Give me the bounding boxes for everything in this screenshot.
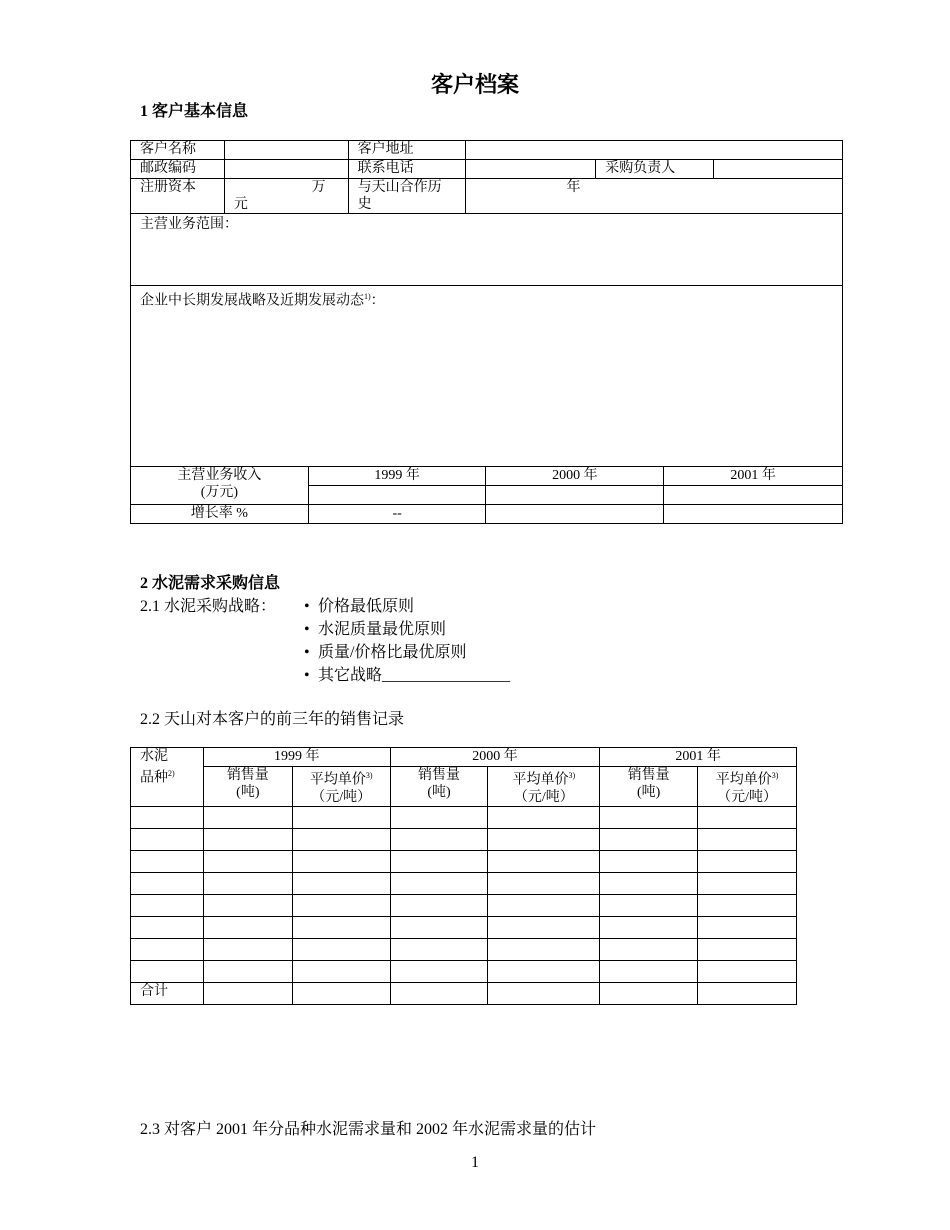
growth-1999-field[interactable]: -- — [308, 505, 486, 524]
qty-header: 销售量 (吨) — [203, 767, 292, 807]
strategy-option-3: • 质量/价格比最优原则 — [304, 644, 467, 661]
table-row — [131, 894, 797, 916]
purchase-strategy-label: 2.1 水泥采购战略： — [140, 598, 277, 615]
growth-2001-field[interactable] — [664, 505, 843, 524]
sales-year-1999: 1999 年 — [203, 748, 390, 767]
business-scope-field[interactable] — [131, 214, 843, 286]
bullet-icon: • — [304, 667, 310, 684]
customer-info-table — [130, 140, 843, 467]
revenue-label — [131, 467, 309, 505]
qty-header: 销售量 (吨) — [390, 767, 488, 807]
bullet-icon: • — [304, 598, 310, 615]
strategy-field[interactable] — [131, 286, 843, 467]
qty-header: 销售量 (吨) — [600, 767, 698, 807]
table-row — [131, 872, 797, 894]
capital-label: 注册资本 — [131, 179, 225, 214]
page-number: 1 — [471, 1154, 479, 1171]
strategy-option-1: • 价格最低原则 — [304, 598, 415, 615]
bullet-icon: • — [304, 621, 310, 638]
revenue-label-line1: 主营业务收入 — [177, 468, 262, 483]
variety-footnote: 2) — [168, 769, 175, 778]
capital-field[interactable] — [224, 179, 348, 214]
strategy-option-2: • 水泥质量最优原则 — [304, 621, 447, 638]
price-header: 平均单价$^{3)}$ （元/吨） — [292, 767, 390, 807]
total-label: 合计 — [131, 982, 204, 1004]
postcode-label: 邮政编码 — [131, 160, 225, 179]
phone-label: 联系电话 — [348, 160, 466, 179]
revenue-2000-field[interactable] — [486, 486, 664, 505]
variety-header-line1: 水泥 — [140, 749, 168, 764]
price-header: 平均单价$^{3)}$ （元/吨） — [488, 767, 600, 807]
revenue-1999-field[interactable] — [308, 486, 486, 505]
customer-name-label: 客户名称 — [131, 141, 225, 160]
estimate-heading: 2.3 对客户 2001 年分品种水泥需求量和 2002 年水泥需求量的估计 — [140, 1121, 597, 1138]
page-title: 客户档案 — [430, 73, 519, 98]
variety-header — [131, 748, 204, 807]
history-label — [348, 179, 466, 214]
strategy-footnote: 1) — [364, 292, 371, 301]
capital-unit-wan: 万 — [311, 180, 326, 195]
customer-name-field[interactable] — [224, 141, 348, 160]
sales-record-table — [130, 747, 797, 1005]
table-row — [131, 916, 797, 938]
purchaser-field[interactable] — [714, 160, 843, 179]
bullet-icon: • — [304, 644, 310, 661]
phone-field[interactable] — [466, 160, 596, 179]
customer-address-field[interactable] — [466, 141, 843, 160]
strategy-colon: ： — [370, 293, 385, 309]
growth-label: 增长率 % — [131, 505, 309, 524]
sales-year-2000: 2000 年 — [390, 748, 600, 767]
table-row — [131, 850, 797, 872]
strategy-option-4: • 其它战略________________ — [304, 667, 511, 684]
purchaser-label: 采购负责人 — [596, 160, 714, 179]
sales-record-heading: 2.2 天山对本客户的前三年的销售记录 — [140, 711, 405, 728]
revenue-year-2000: 2000 年 — [486, 467, 664, 486]
table-row — [131, 806, 797, 828]
customer-address-label: 客户地址 — [348, 141, 466, 160]
history-label-line1: 与天山合作历 — [357, 180, 442, 195]
postcode-field[interactable] — [224, 160, 348, 179]
sales-year-2001: 2001 年 — [600, 748, 797, 767]
revenue-table — [130, 466, 843, 524]
table-row — [131, 938, 797, 960]
variety-header-line2: 品种 — [140, 770, 168, 786]
history-label-line2: 史 — [357, 197, 372, 212]
growth-2000-field[interactable] — [486, 505, 664, 524]
revenue-label-line2: (万元) — [200, 485, 239, 500]
revenue-year-1999: 1999 年 — [308, 467, 486, 486]
history-unit: 年 — [566, 180, 581, 195]
price-header: 平均单价$^{3)}$ （元/吨） — [698, 767, 797, 807]
section-2-heading: 2 水泥需求采购信息 — [140, 575, 281, 592]
section-1-heading: 1 客户基本信息 — [140, 103, 249, 120]
history-field[interactable] — [466, 179, 843, 214]
total-row — [131, 982, 797, 1004]
capital-unit-yuan: 元 — [233, 197, 248, 212]
table-row — [131, 960, 797, 982]
business-scope-label: 主营业务范围： — [140, 217, 238, 232]
strategy-label: 企业中长期发展战略及近期发展动态 — [140, 293, 364, 309]
table-row — [131, 828, 797, 850]
revenue-year-2001: 2001 年 — [664, 467, 843, 486]
revenue-2001-field[interactable] — [664, 486, 843, 505]
